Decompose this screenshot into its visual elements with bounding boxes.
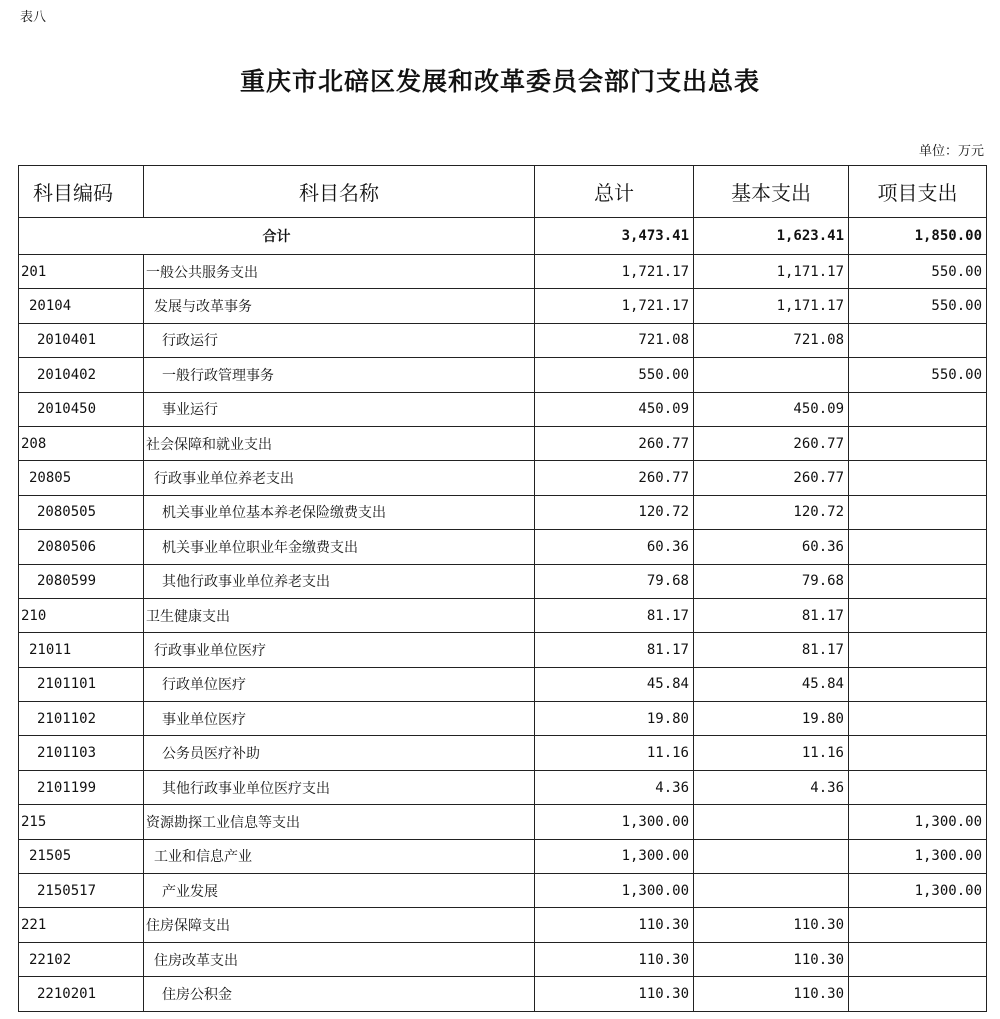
table-row [19, 358, 987, 392]
row-project: 550.00 [849, 255, 987, 289]
row-code: 210 [19, 598, 144, 632]
row-total: 1,300.00 [535, 839, 694, 873]
row-name: 公务员医疗补助 [144, 736, 535, 770]
header-code: 科目编码 [19, 166, 144, 218]
row-project: 1,300.00 [849, 874, 987, 908]
row-project: 1,300.00 [849, 805, 987, 839]
table-row [19, 564, 987, 598]
row-code: 21011 [19, 633, 144, 667]
table-row [19, 805, 987, 839]
row-total: 19.80 [535, 702, 694, 736]
row-basic: 45.84 [694, 667, 849, 701]
table-row [19, 323, 987, 357]
row-total: 1,300.00 [535, 874, 694, 908]
row-name: 社会保障和就业支出 [144, 426, 535, 460]
table-row [19, 736, 987, 770]
row-name: 一般公共服务支出 [144, 255, 535, 289]
row-code: 2080506 [19, 530, 144, 564]
row-code: 221 [19, 908, 144, 942]
header-basic: 基本支出 [694, 166, 849, 218]
total-row [19, 218, 987, 255]
table-row [19, 667, 987, 701]
row-name: 机关事业单位职业年金缴费支出 [144, 530, 535, 564]
table-row [19, 908, 987, 942]
row-code: 2101101 [19, 667, 144, 701]
row-basic: 81.17 [694, 598, 849, 632]
row-basic: 110.30 [694, 908, 849, 942]
row-total: 60.36 [535, 530, 694, 564]
row-total: 450.09 [535, 392, 694, 426]
row-total: 81.17 [535, 633, 694, 667]
row-name: 住房公积金 [144, 977, 535, 1011]
row-project [849, 667, 987, 701]
row-name: 事业运行 [144, 392, 535, 426]
header-project: 项目支出 [849, 166, 987, 218]
row-code: 201 [19, 255, 144, 289]
row-total: 260.77 [535, 461, 694, 495]
row-code: 20805 [19, 461, 144, 495]
row-code: 215 [19, 805, 144, 839]
row-total: 721.08 [535, 323, 694, 357]
header-row [19, 166, 987, 218]
row-name: 其他行政事业单位养老支出 [144, 564, 535, 598]
row-name: 资源勘探工业信息等支出 [144, 805, 535, 839]
header-name: 科目名称 [144, 166, 535, 218]
row-name: 产业发展 [144, 874, 535, 908]
row-project [849, 736, 987, 770]
row-name: 住房改革支出 [144, 942, 535, 976]
row-project: 550.00 [849, 289, 987, 323]
row-total: 79.68 [535, 564, 694, 598]
row-name: 其他行政事业单位医疗支出 [144, 770, 535, 804]
row-basic: 260.77 [694, 461, 849, 495]
row-project: 550.00 [849, 358, 987, 392]
row-basic [694, 805, 849, 839]
row-code: 2010402 [19, 358, 144, 392]
row-basic: 60.36 [694, 530, 849, 564]
expenditure-table [18, 165, 987, 1012]
row-project [849, 530, 987, 564]
row-code: 20104 [19, 289, 144, 323]
row-code: 2210201 [19, 977, 144, 1011]
row-project [849, 564, 987, 598]
table-number-label: 表八 [20, 10, 47, 25]
row-code: 2080599 [19, 564, 144, 598]
row-basic: 81.17 [694, 633, 849, 667]
row-project [849, 461, 987, 495]
row-name: 行政事业单位医疗 [144, 633, 535, 667]
row-total: 260.77 [535, 426, 694, 460]
row-basic: 79.68 [694, 564, 849, 598]
row-basic: 19.80 [694, 702, 849, 736]
row-code: 2010401 [19, 323, 144, 357]
row-total: 1,721.17 [535, 289, 694, 323]
row-name: 行政单位医疗 [144, 667, 535, 701]
row-basic [694, 839, 849, 873]
table-row [19, 530, 987, 564]
table-row [19, 392, 987, 426]
row-project [849, 977, 987, 1011]
row-basic: 110.30 [694, 977, 849, 1011]
row-project [849, 908, 987, 942]
page-title: 重庆市北碚区发展和改革委员会部门支出总表 [239, 67, 760, 96]
row-project [849, 426, 987, 460]
row-total: 110.30 [535, 908, 694, 942]
row-basic: 4.36 [694, 770, 849, 804]
row-total: 1,300.00 [535, 805, 694, 839]
row-total: 120.72 [535, 495, 694, 529]
row-basic: 1,171.17 [694, 289, 849, 323]
total-label: 合计 [19, 218, 535, 255]
total-project: 1,850.00 [849, 218, 987, 255]
unit-label: 单位：万元 [918, 144, 984, 159]
total-total: 3,473.41 [535, 218, 694, 255]
row-basic: 260.77 [694, 426, 849, 460]
row-project [849, 598, 987, 632]
row-project: 1,300.00 [849, 839, 987, 873]
row-name: 卫生健康支出 [144, 598, 535, 632]
row-total: 45.84 [535, 667, 694, 701]
row-basic: 721.08 [694, 323, 849, 357]
table-row [19, 942, 987, 976]
row-code: 2010450 [19, 392, 144, 426]
row-code: 22102 [19, 942, 144, 976]
row-project [849, 770, 987, 804]
row-name: 行政事业单位养老支出 [144, 461, 535, 495]
row-project [849, 392, 987, 426]
table-row [19, 839, 987, 873]
row-name: 一般行政管理事务 [144, 358, 535, 392]
header-total: 总计 [535, 166, 694, 218]
table-row [19, 598, 987, 632]
row-total: 550.00 [535, 358, 694, 392]
row-basic: 450.09 [694, 392, 849, 426]
table-row [19, 633, 987, 667]
row-basic: 120.72 [694, 495, 849, 529]
row-name: 事业单位医疗 [144, 702, 535, 736]
row-code: 2101102 [19, 702, 144, 736]
row-code: 2101103 [19, 736, 144, 770]
row-basic [694, 874, 849, 908]
row-project [849, 323, 987, 357]
row-code: 21505 [19, 839, 144, 873]
table-row [19, 770, 987, 804]
row-total: 1,721.17 [535, 255, 694, 289]
row-total: 110.30 [535, 942, 694, 976]
row-name: 工业和信息产业 [144, 839, 535, 873]
row-project [849, 702, 987, 736]
row-name: 机关事业单位基本养老保险缴费支出 [144, 495, 535, 529]
row-total: 81.17 [535, 598, 694, 632]
row-basic: 11.16 [694, 736, 849, 770]
row-basic: 110.30 [694, 942, 849, 976]
table-row [19, 977, 987, 1011]
row-project [849, 495, 987, 529]
table-row [19, 426, 987, 460]
row-code: 2150517 [19, 874, 144, 908]
table-row [19, 702, 987, 736]
table-row [19, 874, 987, 908]
row-total: 4.36 [535, 770, 694, 804]
row-code: 208 [19, 426, 144, 460]
total-basic: 1,623.41 [694, 218, 849, 255]
row-name: 发展与改革事务 [144, 289, 535, 323]
row-name: 住房保障支出 [144, 908, 535, 942]
row-basic: 1,171.17 [694, 255, 849, 289]
row-total: 11.16 [535, 736, 694, 770]
table-row [19, 461, 987, 495]
table-row [19, 255, 987, 289]
row-code: 2101199 [19, 770, 144, 804]
table-row [19, 495, 987, 529]
row-project [849, 633, 987, 667]
row-basic [694, 358, 849, 392]
row-name: 行政运行 [144, 323, 535, 357]
row-total: 110.30 [535, 977, 694, 1011]
row-project [849, 942, 987, 976]
table-row [19, 289, 987, 323]
row-code: 2080505 [19, 495, 144, 529]
